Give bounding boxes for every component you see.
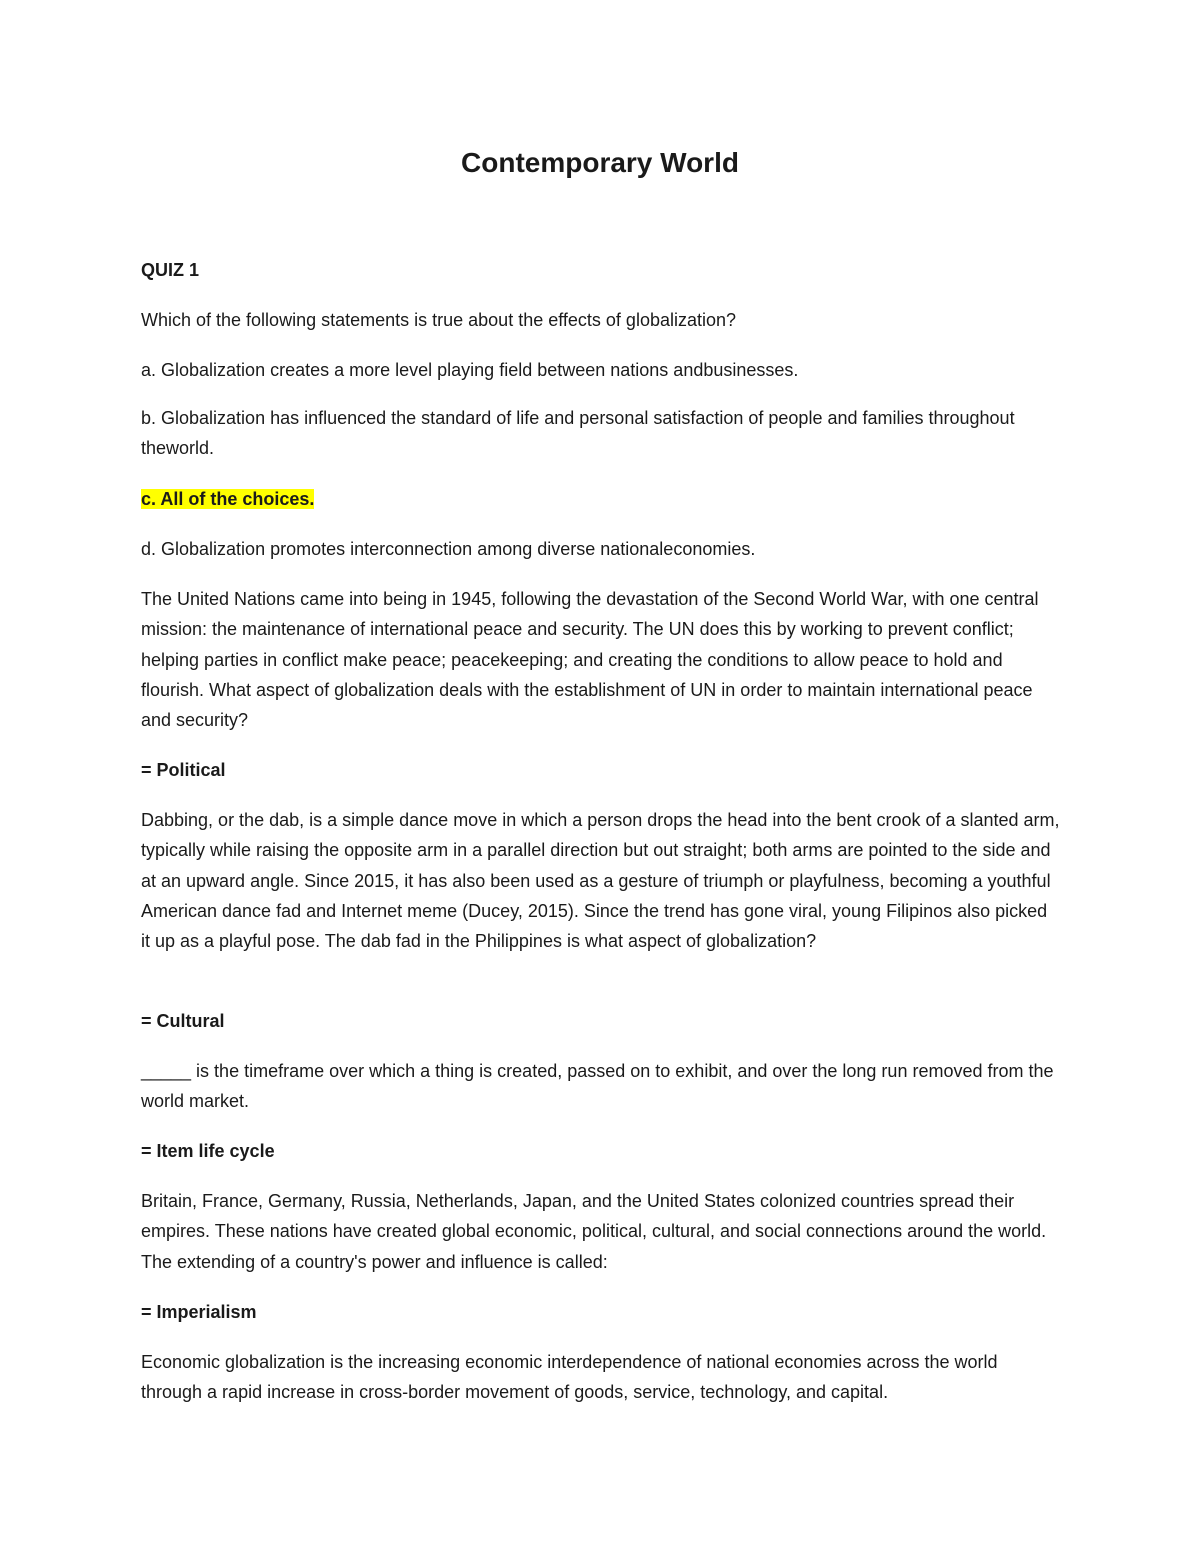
document-title: Contemporary World [461, 147, 739, 178]
question-4-text: _____ is the timeframe over which a thing is created, passed on to exhibit, and over the long run removed from the world market. [141, 1061, 1054, 1112]
question-3-text: Dabbing, or the dab, is a simple dance move in which a person drops the head into the bent crook of a slanted arm, typically while raising the opposite arm in a parallel direction but out straight; both arms are pointed to the side and at an upward angle. Since 2015, it has also been used as a gesture of triumph or playfulness, becoming a youthful American dance fad and Internet meme (Ducey, 2015). Since the trend has gone viral, young Filipinos also picked it up as a playful pose. The dab fad in the Philippines is what aspect of globalization? [141, 810, 1060, 952]
question-1-option-d: d. Globalization promotes interconnection among diverse nationaleconomies. [141, 539, 756, 559]
question-5-text: Britain, France, Germany, Russia, Netherlands, Japan, and the United States colonized countries spread their empires. These nations have created global economic, political, cultural, and social connections around the world. The extending of a country's power and influence is called: [141, 1191, 1047, 1272]
question-2-answer: = Political [141, 760, 226, 780]
question-2-text: The United Nations came into being in 1945, following the devastation of the Second World War, with one central mission: the maintenance of international peace and security. The UN does this by working to prevent conflict; helping parties in conflict make peace; peacekeeping; and creating the conditions to allow peace to hold and flourish. What aspect of globalization deals with the establishment of UN in order to maintain international peace and security? [141, 589, 1039, 731]
highlighted-answer: c. All of the choices. [141, 489, 315, 509]
question-4-answer: = Item life cycle [141, 1141, 275, 1161]
question-6-text: Economic globalization is the increasing economic interdependence of national economies across the world through a rapid increase in cross-border movement of goods, service, technology, and capital. [141, 1352, 998, 1403]
question-1-option-c [141, 484, 1061, 514]
question-1-option-b: b. Globalization has influenced the standard of life and personal satisfaction of people and families throughout theworld. [141, 408, 1015, 459]
question-1-text: Which of the following statements is true about the effects of globalization? [141, 310, 737, 330]
quiz-label: QUIZ 1 [141, 260, 200, 280]
question-5-answer: = Imperialism [141, 1302, 257, 1322]
question-3-answer: = Cultural [141, 1011, 225, 1031]
question-1-option-a: a. Globalization creates a more level playing field between nations andbusinesses. [141, 360, 799, 380]
